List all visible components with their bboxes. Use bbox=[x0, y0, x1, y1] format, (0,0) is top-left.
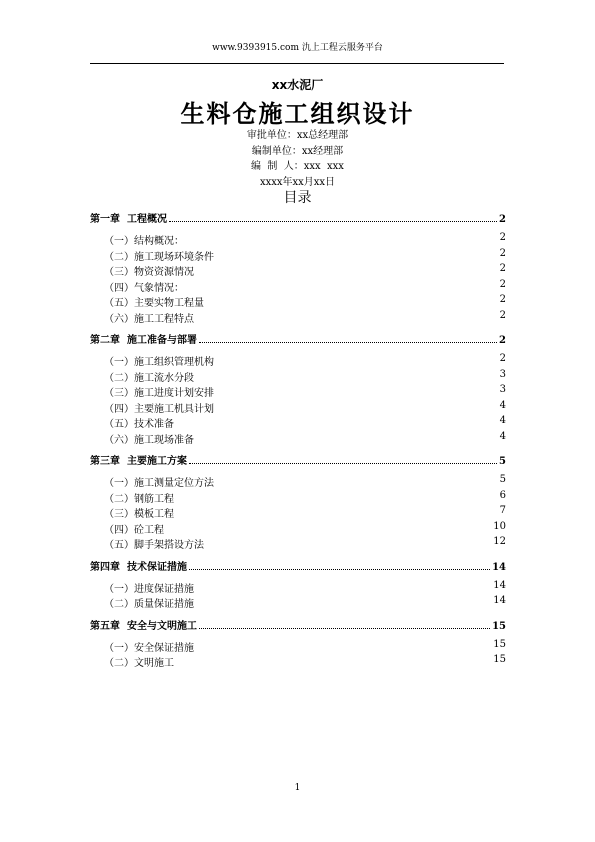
toc-section-row[interactable] bbox=[90, 490, 506, 506]
toc-section-label: （三）物资资源情况 bbox=[104, 267, 194, 278]
toc-section-row[interactable] bbox=[90, 279, 506, 295]
toc-section-row[interactable] bbox=[90, 232, 506, 248]
toc-chapter-label: 第二章 施工准备与部署 bbox=[90, 335, 197, 346]
toc-section-page: 15 bbox=[493, 638, 506, 650]
toc-chapter-page: 2 bbox=[499, 335, 506, 346]
toc-section-row[interactable] bbox=[90, 474, 506, 490]
toc-dot-leader bbox=[199, 342, 497, 343]
toc-section-label: （一）进度保证措施 bbox=[104, 583, 194, 595]
toc-section-label: （二）质量保证措施 bbox=[104, 599, 194, 610]
toc-section-label: （三）模板工程 bbox=[104, 509, 174, 520]
toc-section-page: 6 bbox=[499, 489, 506, 501]
toc-section-label: （六）施工现场准备 bbox=[104, 434, 194, 446]
toc-section-page: 2 bbox=[499, 263, 506, 274]
toc-section-label: （六）施工工程特点 bbox=[104, 313, 194, 325]
toc-section-row[interactable] bbox=[90, 263, 506, 279]
toc-chapter-page: 5 bbox=[499, 456, 506, 467]
author-line: 编 制 人：xxx xxx bbox=[251, 161, 344, 172]
toc-chapter-row[interactable] bbox=[90, 452, 506, 468]
toc-section-row[interactable] bbox=[90, 353, 506, 369]
toc-dot-leader bbox=[189, 569, 490, 570]
toc-section-label: （一）施工组织管理机构 bbox=[104, 357, 214, 368]
toc-section-page: 15 bbox=[493, 654, 506, 665]
toc-chapter-page: 14 bbox=[492, 561, 506, 573]
editor-line: 编制单位：xx经理部 bbox=[251, 146, 344, 157]
toc-section-label: （二）施工现场环境条件 bbox=[104, 251, 214, 263]
toc-section-list bbox=[90, 580, 506, 611]
toc-section-list bbox=[90, 232, 506, 325]
toc-section-row[interactable] bbox=[90, 294, 506, 310]
toc-section-page: 2 bbox=[499, 247, 506, 259]
toc-section-label: （五）脚手架搭设方法 bbox=[104, 540, 204, 551]
toc-section-label: （五）主要实物工程量 bbox=[104, 298, 204, 309]
toc-section-page: 2 bbox=[499, 294, 506, 305]
toc-section-label: （一）结构概况： bbox=[104, 236, 184, 247]
toc-section-list bbox=[90, 353, 506, 446]
toc-title: 目录 bbox=[283, 190, 312, 206]
toc-section-page: 4 bbox=[499, 399, 506, 411]
toc-section-label: （四）主要施工机具计划 bbox=[104, 403, 214, 415]
toc-chapter-row[interactable] bbox=[90, 617, 506, 633]
toc-chapter-label: 第三章 主要施工方案 bbox=[90, 456, 187, 467]
toc-dot-leader bbox=[169, 221, 497, 222]
toc-section-row[interactable] bbox=[90, 310, 506, 326]
toc-section-row[interactable] bbox=[90, 369, 506, 385]
toc-chapter-label: 第四章 技术保证措施 bbox=[90, 561, 187, 573]
toc-section-label: （二）文明施工 bbox=[104, 658, 174, 669]
toc-section-row[interactable] bbox=[90, 400, 506, 416]
toc-section-page: 2 bbox=[499, 353, 506, 364]
company-title: xx水泥厂 bbox=[271, 78, 324, 92]
toc-section-list bbox=[90, 639, 506, 670]
toc-section-page: 2 bbox=[499, 309, 506, 321]
toc-section-page: 3 bbox=[499, 384, 506, 395]
toc-section-label: （二）施工流水分段 bbox=[104, 372, 194, 384]
toc-section-page: 2 bbox=[499, 278, 506, 290]
toc-chapter-label: 第一章 工程概况 bbox=[90, 214, 167, 225]
toc-section-page: 12 bbox=[493, 536, 506, 547]
toc-section-page: 4 bbox=[499, 415, 506, 426]
toc-section-label: （三）施工进度计划安排 bbox=[104, 388, 214, 399]
header-divider bbox=[90, 63, 504, 64]
toc-section-label: （一）施工测量定位方法 bbox=[104, 478, 214, 489]
toc-section-page: 14 bbox=[493, 579, 506, 591]
toc-section-label: （一）安全保证措施 bbox=[104, 642, 194, 654]
toc-section-page: 3 bbox=[499, 368, 506, 380]
page-header: www.9393915.com 氿上工程云服务平台 bbox=[212, 43, 383, 53]
toc-dot-leader bbox=[189, 463, 497, 464]
toc-section-row[interactable] bbox=[90, 536, 506, 552]
toc-section-label: （四）气象情况： bbox=[104, 282, 184, 294]
toc-section-page: 14 bbox=[493, 595, 506, 606]
toc-section-row[interactable] bbox=[90, 521, 506, 537]
toc-section-label: （四）砼工程 bbox=[104, 524, 164, 536]
toc-section-row[interactable] bbox=[90, 595, 506, 611]
toc-section-row[interactable] bbox=[90, 384, 506, 400]
toc-chapter-page: 2 bbox=[499, 214, 506, 225]
toc-chapter-label: 第五章 安全与文明施工 bbox=[90, 620, 197, 632]
approver-line: 审批单位：xx总经理部 bbox=[246, 130, 349, 141]
toc-section-page: 2 bbox=[499, 232, 506, 243]
toc-section-page: 10 bbox=[493, 520, 506, 532]
date-line: xxxx年xx月xx日 bbox=[259, 177, 336, 188]
toc-chapter-row[interactable] bbox=[90, 210, 506, 226]
toc-section-row[interactable] bbox=[90, 505, 506, 521]
document-title: 生料仓施工组织设计 bbox=[180, 100, 415, 128]
toc-section-row[interactable] bbox=[90, 639, 506, 655]
toc-section-page: 4 bbox=[499, 430, 506, 442]
toc-section-page: 5 bbox=[499, 474, 506, 485]
toc-section-page: 7 bbox=[499, 505, 506, 516]
toc-section-row[interactable] bbox=[90, 580, 506, 596]
toc-section-row[interactable] bbox=[90, 248, 506, 264]
page-number: 1 bbox=[294, 783, 301, 793]
toc-chapter-row[interactable] bbox=[90, 558, 506, 574]
toc-section-row[interactable] bbox=[90, 431, 506, 447]
toc-section-label: （五）技术准备 bbox=[104, 419, 174, 430]
toc-dot-leader bbox=[199, 628, 490, 629]
toc-chapter-row[interactable] bbox=[90, 331, 506, 347]
toc-section-row[interactable] bbox=[90, 654, 506, 670]
toc-section-row[interactable] bbox=[90, 415, 506, 431]
toc-chapter-page: 15 bbox=[492, 620, 506, 632]
toc-section-list bbox=[90, 474, 506, 552]
toc-section-label: （二）钢筋工程 bbox=[104, 493, 174, 505]
table-of-contents bbox=[90, 207, 506, 676]
